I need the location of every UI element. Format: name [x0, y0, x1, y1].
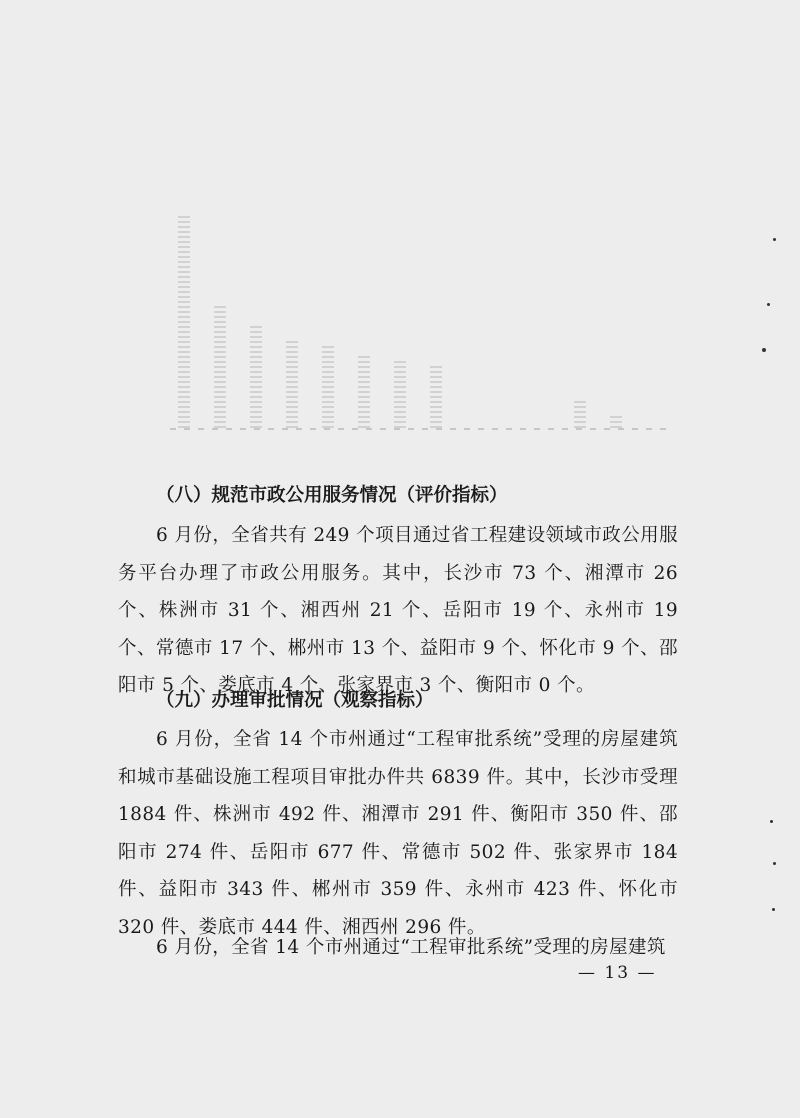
- chart-bar: [286, 340, 298, 428]
- section-9-heading: （九）办理审批情况（观察指标）: [156, 690, 434, 711]
- section-9-paragraph-2: 6 月份，全省 14 个市州通过“工程审批系统”受理的房屋建筑: [156, 937, 666, 958]
- section-8-paragraph: 6 月份，全省共有 249 个项目通过省工程建设领域市政公用服务平台办理了市政公用服务。其中，长沙市 73 个、湘潭市 26 个、株洲市 31 个、湘西州 21 个、岳阳市 19 个、永州市 19 个、常德市 17 个、郴州市 13 个、益阳市 9 个、怀化市 9 个、邵阳市 5 个、娄底市 4 个、张家界市 3 个、衡阳市 0 个。: [118, 525, 678, 696]
- chart-bar: [394, 359, 406, 428]
- chart-bar: [322, 346, 334, 428]
- chart-bar: [178, 213, 190, 428]
- scan-speck: [773, 862, 776, 865]
- chart-bar: [358, 355, 370, 428]
- faded-bar-chart: [170, 210, 670, 440]
- section-8-heading: （八）规范市政公用服务情况（评价指标）: [156, 485, 508, 506]
- chart-bar: [574, 398, 586, 428]
- scan-speck: [772, 908, 775, 911]
- scan-speck: [762, 348, 766, 352]
- scan-speck: [770, 820, 773, 823]
- chart-baseline: [170, 428, 670, 430]
- scan-speck: [773, 238, 776, 241]
- chart-bar: [214, 303, 226, 428]
- scan-speck: [767, 303, 770, 306]
- page-number: — 13 —: [578, 963, 657, 983]
- chart-bar: [610, 415, 622, 428]
- chart-bar: [250, 325, 262, 428]
- section-9-paragraph-1: 6 月份，全省 14 个市州通过“工程审批系统”受理的房屋建筑和城市基础设施工程项目审批办件共 6839 件。其中，长沙市受理 1884 件、株洲市 492 件、湘潭市 291 件、衡阳市 350 件、邵阳市 274 件、岳阳市 677 件、常德市 502 件、张家界市 184 件、益阳市 343 件、郴州市 359 件、永州市 423 件、怀化市 320 件、娄底市 444 件、湘西州 296 件。: [118, 729, 678, 938]
- chart-bar: [430, 363, 442, 428]
